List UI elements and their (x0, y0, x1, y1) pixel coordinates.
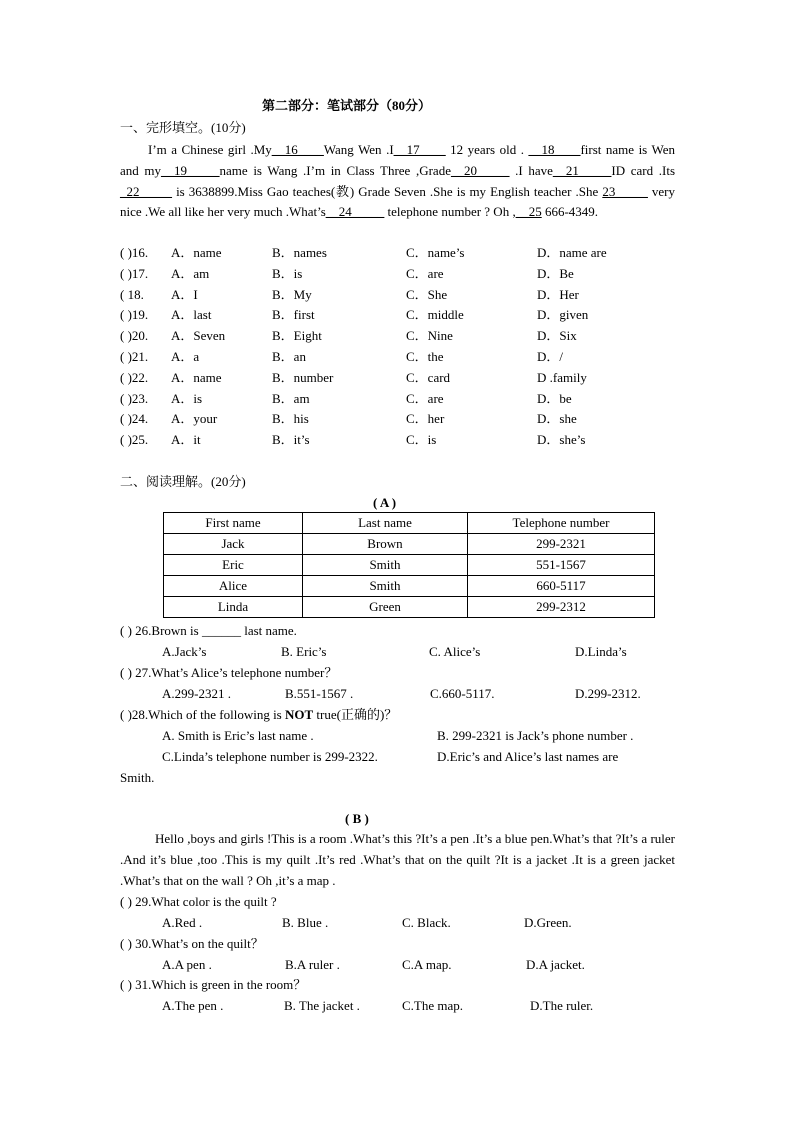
question-26-stem: ( ) 26.Brown is ______ last name. (120, 623, 297, 638)
question-28-stem-pre: ( )28.Which of the following is (120, 707, 285, 722)
option-d: D.The ruler. (530, 998, 594, 1013)
option-a: A．I (171, 286, 198, 302)
option-d: D.Linda’s (575, 644, 627, 659)
cloze-text: ID card .Its (611, 162, 676, 178)
option-a: A. Smith is Eric’s last name . (162, 728, 314, 743)
cloze-text: first name is Wen and my (120, 142, 676, 178)
option-d: D．Be (537, 265, 574, 281)
option-b: B．his (272, 411, 309, 427)
option-d: D.A jacket. (526, 957, 585, 972)
option-d: D．Six (537, 328, 577, 344)
option-c: C．her (406, 411, 445, 427)
option-d: D.Eric’s and Alice’s last names are (437, 749, 619, 764)
cloze-blank: 23_____ (602, 183, 648, 199)
option-d: D．/ (537, 349, 564, 364)
table-header-row (164, 513, 655, 534)
table-cell: Jack (164, 534, 303, 555)
option-c: C.660-5117. (430, 686, 495, 701)
option-c: C．the (406, 349, 444, 364)
question-29-stem: ( ) 29.What color is the quilt ? (120, 894, 277, 909)
option-a: A．name (171, 245, 222, 260)
cloze-blank: __21_____ (552, 162, 612, 178)
option-d: D．be (537, 390, 572, 406)
question-28-not: NOT (285, 707, 314, 722)
cloze-blank: __17____ (393, 142, 446, 157)
table-row (164, 534, 655, 555)
option-d: D.299-2312. (575, 686, 641, 701)
option-a: A.The pen . (162, 998, 224, 1013)
option-d: D .family (537, 369, 587, 385)
question-number: ( )24. (120, 411, 149, 427)
option-c: C．card (406, 369, 451, 385)
option-b: B．am (272, 390, 310, 406)
cloze-passage (120, 140, 675, 223)
option-d: D．she’s (537, 432, 586, 448)
option-b: B．first (272, 307, 315, 323)
table-cell: Brown (303, 534, 468, 555)
part-a-label: ( A ) (373, 495, 397, 510)
table-cell: Alice (164, 576, 303, 597)
option-c: C．are (406, 390, 444, 406)
option-c: C.The map. (402, 998, 464, 1013)
question-number: ( )23. (120, 390, 149, 406)
question-31-stem: ( ) 31.Which is green in the room？ (120, 977, 307, 992)
option-d: D.Green. (524, 915, 572, 930)
option-b: B．an (272, 349, 306, 364)
option-a: A．is (171, 390, 203, 406)
cloze-text: 12 years old . (445, 142, 529, 157)
option-b: B.551-1567 . (285, 686, 354, 701)
option-c: C．name’s (406, 245, 465, 260)
page-title: 第二部分：笔试部分（80分） (262, 98, 432, 113)
option-d: D．she (537, 411, 577, 427)
option-b: B.A ruler . (285, 957, 340, 972)
option-b: B．names (272, 245, 327, 260)
option-d: D．given (537, 307, 589, 323)
option-d-continued: Smith. (120, 770, 155, 785)
option-b: B．number (272, 369, 334, 385)
cloze-text: is 3638899.Miss Gao teaches(教) Grade Seven .She is my English teacher .She (172, 183, 603, 199)
cloze-blank: __25 (515, 204, 542, 220)
question-number: ( )16. (120, 245, 149, 260)
option-c: C.Linda’s telephone number is 299-2322. (162, 749, 378, 764)
table-cell: Green (303, 597, 468, 618)
option-c: C．Nine (406, 328, 453, 344)
cloze-blank: _22_____ (120, 183, 172, 199)
table-row (164, 555, 655, 576)
table-cell: Smith (303, 576, 468, 597)
option-a: A．your (171, 411, 218, 427)
option-c: C. Alice’s (429, 644, 481, 659)
option-c: C．is (406, 432, 437, 448)
table-cell: 299-2312 (468, 597, 655, 618)
question-28-stem-post: true(正确的)？ (313, 707, 398, 722)
table-row (164, 576, 655, 597)
table-cell: 299-2321 (468, 534, 655, 555)
option-a: A.299-2321 . (162, 686, 231, 701)
option-c: C．middle (406, 307, 464, 323)
question-27-stem: ( ) 27.What’s Alice’s telephone number？ (120, 665, 338, 680)
question-30-stem: ( ) 30.What’s on the quilt？ (120, 936, 264, 951)
question-number: ( )19. (120, 307, 149, 323)
option-a: A.Red . (162, 915, 203, 930)
option-b: B. 299-2321 is Jack’s phone number . (437, 728, 634, 743)
option-b: B．Eight (272, 328, 322, 344)
question-28-stem (120, 707, 397, 723)
cloze-text: very nice .We all like her very much .What’s (120, 183, 675, 220)
cloze-text: name is Wang .I’m in Class Three ,Grade (219, 162, 451, 178)
option-d: D．name are (537, 245, 607, 260)
question-number: ( )25. (120, 432, 149, 448)
section1-heading: 一、完形填空。(10分) (120, 120, 246, 135)
option-b: B. Blue . (282, 915, 329, 930)
section2-heading: 二、阅读理解。(20分) (120, 474, 246, 489)
telephone-table (163, 512, 655, 618)
option-b: B. The jacket . (284, 998, 360, 1013)
table-cell: 551-1567 (468, 555, 655, 576)
cloze-blank: __20_____ (450, 162, 510, 178)
table-cell: Eric (164, 555, 303, 576)
option-d: D．Her (537, 286, 579, 302)
cloze-text: telephone number ? Oh , (384, 204, 516, 220)
cloze-text: Wang Wen .I (323, 142, 394, 157)
question-number: ( 18. (120, 286, 144, 302)
option-b: B. Eric’s (281, 644, 327, 659)
table-header-cell: Last name (303, 513, 468, 534)
cloze-blank: __24_____ (325, 204, 385, 220)
option-a: A．am (171, 265, 210, 281)
table-header-cell: First name (164, 513, 303, 534)
option-a: A．last (171, 307, 212, 323)
option-a: A．it (171, 432, 201, 448)
table-cell: Smith (303, 555, 468, 576)
option-a: A．Seven (171, 328, 226, 344)
table-header-cell: Telephone number (468, 513, 655, 534)
option-c: C．are (406, 265, 444, 281)
option-c: C. Black. (402, 915, 451, 930)
option-a: A.Jack’s (162, 644, 207, 659)
cloze-text: I’m a Chinese girl .My (148, 142, 272, 157)
question-number: ( )20. (120, 328, 149, 344)
option-b: B．My (272, 286, 312, 302)
cloze-blank: __19_____ (161, 162, 220, 178)
question-number: ( )21. (120, 349, 149, 364)
option-a: A.A pen . (162, 957, 212, 972)
question-number: ( )22. (120, 369, 149, 385)
cloze-blank: __16____ (271, 142, 324, 157)
option-b: B．is (272, 265, 303, 281)
table-cell: 660-5117 (468, 576, 655, 597)
option-c: C．She (406, 286, 448, 302)
option-a: A．name (171, 369, 222, 385)
part-b-label: ( B ) (345, 811, 369, 826)
cloze-text: .I have (509, 162, 553, 178)
option-b: B．it’s (272, 432, 310, 448)
option-c: C.A map. (402, 957, 452, 972)
question-number: ( )17. (120, 265, 149, 281)
reading-b-passage: Hello ,boys and girls !This is a room .What’s this ?It’s a pen .It’s a blue pen.What’s that ?It’s a ruler .And it’s blue ,too .This is my quilt .It’s red .What’s that on the quilt ?It is a jacket .It is a green jacket .What’s that on the wall ? Oh ,it’s a map . (120, 831, 675, 888)
cloze-blank: __18____ (528, 142, 581, 157)
cloze-text: 666-4349. (541, 204, 599, 220)
table-cell: Linda (164, 597, 303, 618)
option-a: A．a (171, 349, 200, 364)
table-row (164, 597, 655, 618)
